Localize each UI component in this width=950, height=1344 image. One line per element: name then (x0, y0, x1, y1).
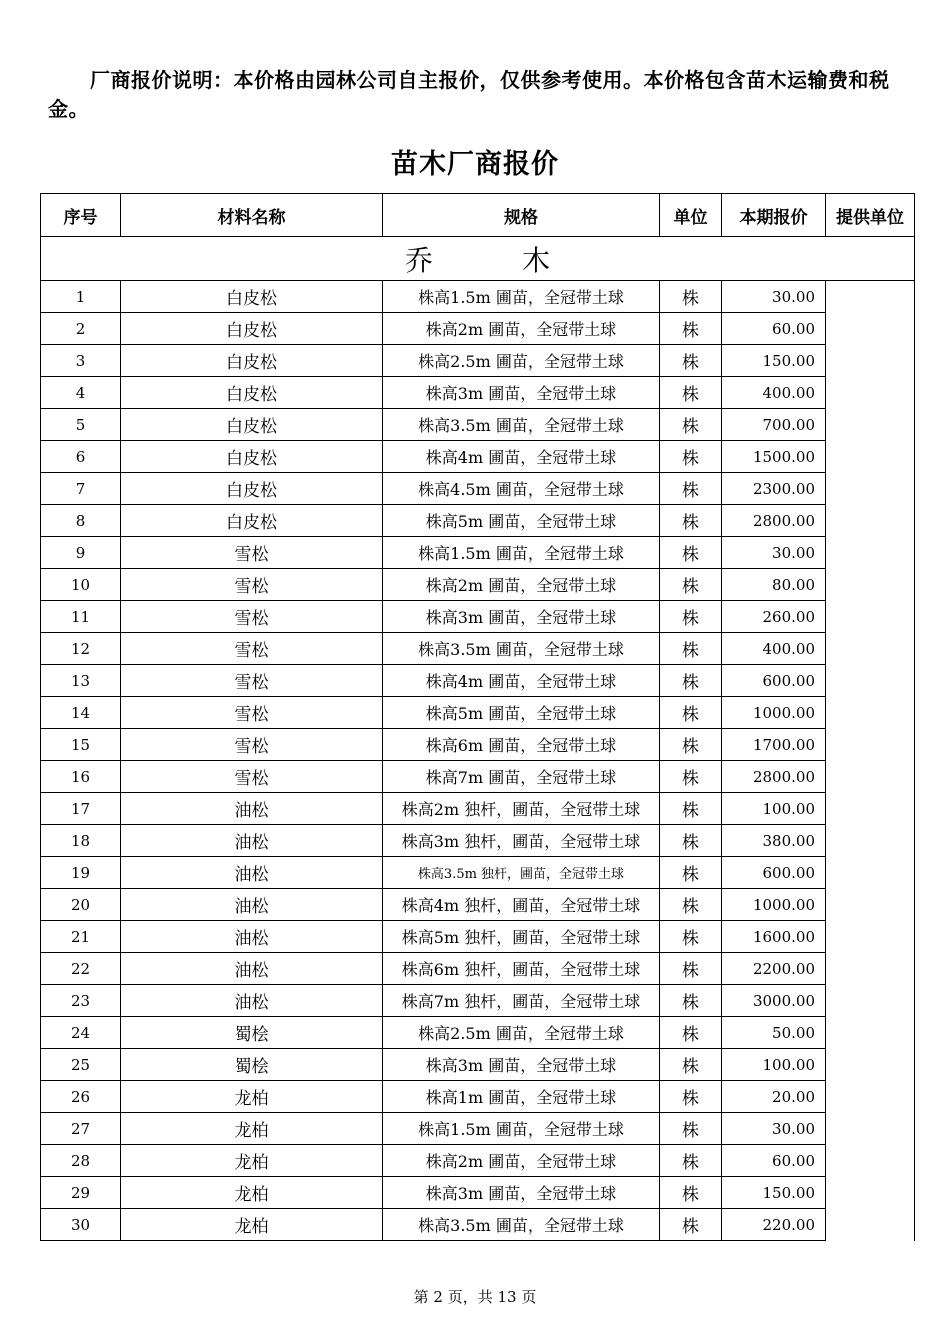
row-price: 50.00 (722, 1017, 826, 1049)
row-name: 雪松 (121, 569, 383, 601)
table-row (41, 409, 915, 441)
row-name: 龙柏 (121, 1081, 383, 1113)
row-seq: 30 (41, 1209, 121, 1241)
table-row (41, 857, 915, 889)
row-name: 白皮松 (121, 473, 383, 505)
table-row (41, 1177, 915, 1209)
row-seq: 4 (41, 377, 121, 409)
row-spec: 株高4.5m 圃苗，全冠带土球 (383, 473, 660, 505)
row-unit: 株 (660, 761, 722, 793)
row-unit: 株 (660, 857, 722, 889)
row-price: 380.00 (722, 825, 826, 857)
row-unit: 株 (660, 793, 722, 825)
row-seq: 25 (41, 1049, 121, 1081)
row-unit: 株 (660, 601, 722, 633)
row-unit: 株 (660, 569, 722, 601)
row-unit: 株 (660, 633, 722, 665)
row-name: 龙柏 (121, 1209, 383, 1241)
row-name: 油松 (121, 857, 383, 889)
row-name: 油松 (121, 953, 383, 985)
table-row (41, 1113, 915, 1145)
row-price: 30.00 (722, 1113, 826, 1145)
row-unit: 株 (660, 825, 722, 857)
row-name: 油松 (121, 921, 383, 953)
table-row (41, 1081, 915, 1113)
table-row (41, 761, 915, 793)
row-seq: 12 (41, 633, 121, 665)
table-row (41, 921, 915, 953)
row-seq: 5 (41, 409, 121, 441)
row-spec: 株高2m 圃苗，全冠带土球 (383, 313, 660, 345)
row-seq: 19 (41, 857, 121, 889)
row-seq: 10 (41, 569, 121, 601)
row-unit: 株 (660, 1177, 722, 1209)
table-row (41, 1017, 915, 1049)
row-name: 雪松 (121, 697, 383, 729)
table-row (41, 313, 915, 345)
row-name: 龙柏 (121, 1113, 383, 1145)
row-spec: 株高4m 独杆，圃苗，全冠带土球 (383, 889, 660, 921)
row-price: 30.00 (722, 281, 826, 313)
row-price: 2200.00 (722, 953, 826, 985)
table-row (41, 1049, 915, 1081)
table-row (41, 601, 915, 633)
row-unit: 株 (660, 281, 722, 313)
row-price: 100.00 (722, 793, 826, 825)
row-unit: 株 (660, 985, 722, 1017)
row-seq: 28 (41, 1145, 121, 1177)
row-price: 260.00 (722, 601, 826, 633)
table-row (41, 985, 915, 1017)
row-spec: 株高7m 独杆，圃苗，全冠带土球 (383, 985, 660, 1017)
table-row (41, 665, 915, 697)
row-seq: 21 (41, 921, 121, 953)
row-name: 雪松 (121, 601, 383, 633)
header-seq: 序号 (41, 194, 121, 237)
row-unit: 株 (660, 505, 722, 537)
row-spec: 株高6m 圃苗，全冠带土球 (383, 729, 660, 761)
row-seq: 8 (41, 505, 121, 537)
row-unit: 株 (660, 377, 722, 409)
row-price: 3000.00 (722, 985, 826, 1017)
price-note: 厂商报价说明：本价格由园林公司自主报价，仅供参考使用。本价格包含苗木运输费和税金。 (48, 68, 890, 121)
table-row (41, 441, 915, 473)
row-price: 60.00 (722, 1145, 826, 1177)
row-unit: 株 (660, 697, 722, 729)
row-seq: 15 (41, 729, 121, 761)
row-unit: 株 (660, 473, 722, 505)
row-seq: 14 (41, 697, 121, 729)
row-price: 700.00 (722, 409, 826, 441)
table-row (41, 1145, 915, 1177)
row-spec: 株高1.5m 圃苗，全冠带土球 (383, 1113, 660, 1145)
row-unit: 株 (660, 313, 722, 345)
row-price: 1000.00 (722, 889, 826, 921)
row-unit: 株 (660, 1081, 722, 1113)
row-name: 白皮松 (121, 345, 383, 377)
row-spec: 株高3m 独杆，圃苗，全冠带土球 (383, 825, 660, 857)
row-spec: 株高5m 圃苗，全冠带土球 (383, 697, 660, 729)
row-price: 1600.00 (722, 921, 826, 953)
row-price: 400.00 (722, 377, 826, 409)
row-spec: 株高3m 圃苗，全冠带土球 (383, 377, 660, 409)
row-price: 1000.00 (722, 697, 826, 729)
row-name: 油松 (121, 793, 383, 825)
row-name: 蜀桧 (121, 1017, 383, 1049)
row-spec: 株高1m 圃苗，全冠带土球 (383, 1081, 660, 1113)
row-seq: 24 (41, 1017, 121, 1049)
row-price: 2800.00 (722, 761, 826, 793)
row-unit: 株 (660, 921, 722, 953)
row-name: 油松 (121, 985, 383, 1017)
row-price: 1700.00 (722, 729, 826, 761)
row-name: 雪松 (121, 761, 383, 793)
row-name: 白皮松 (121, 505, 383, 537)
row-spec: 株高5m 独杆，圃苗，全冠带土球 (383, 921, 660, 953)
row-seq: 13 (41, 665, 121, 697)
row-seq: 17 (41, 793, 121, 825)
row-name: 白皮松 (121, 441, 383, 473)
row-spec: 株高3.5m 独杆，圃苗，全冠带土球 (383, 857, 660, 889)
row-spec: 株高2.5m 圃苗，全冠带土球 (383, 1017, 660, 1049)
table-row (41, 793, 915, 825)
table-row (41, 1209, 915, 1241)
row-seq: 22 (41, 953, 121, 985)
table-row (41, 345, 915, 377)
row-spec: 株高3m 圃苗，全冠带土球 (383, 601, 660, 633)
row-price: 2800.00 (722, 505, 826, 537)
table-row (41, 505, 915, 537)
row-unit: 株 (660, 729, 722, 761)
row-seq: 11 (41, 601, 121, 633)
row-unit: 株 (660, 1017, 722, 1049)
row-unit: 株 (660, 537, 722, 569)
row-price: 30.00 (722, 537, 826, 569)
row-spec: 株高5m 圃苗，全冠带土球 (383, 505, 660, 537)
row-name: 白皮松 (121, 377, 383, 409)
header-unit: 单位 (660, 194, 722, 237)
header-provider: 提供单位 (826, 194, 915, 237)
row-seq: 29 (41, 1177, 121, 1209)
row-provider (826, 281, 915, 1241)
row-unit: 株 (660, 409, 722, 441)
row-seq: 18 (41, 825, 121, 857)
row-name: 龙柏 (121, 1145, 383, 1177)
row-name: 白皮松 (121, 409, 383, 441)
row-name: 雪松 (121, 729, 383, 761)
row-price: 150.00 (722, 1177, 826, 1209)
row-seq: 27 (41, 1113, 121, 1145)
row-seq: 6 (41, 441, 121, 473)
row-price: 20.00 (722, 1081, 826, 1113)
row-spec: 株高2.5m 圃苗，全冠带土球 (383, 345, 660, 377)
row-price: 600.00 (722, 665, 826, 697)
row-seq: 9 (41, 537, 121, 569)
table-row (41, 697, 915, 729)
row-seq: 2 (41, 313, 121, 345)
row-seq: 26 (41, 1081, 121, 1113)
row-name: 油松 (121, 889, 383, 921)
row-unit: 株 (660, 1113, 722, 1145)
row-price: 2300.00 (722, 473, 826, 505)
row-seq: 16 (41, 761, 121, 793)
row-name: 雪松 (121, 537, 383, 569)
row-spec: 株高6m 独杆，圃苗，全冠带土球 (383, 953, 660, 985)
row-name: 龙柏 (121, 1177, 383, 1209)
row-spec: 株高1.5m 圃苗，全冠带土球 (383, 281, 660, 313)
table-row (41, 825, 915, 857)
row-spec: 株高2m 圃苗，全冠带土球 (383, 569, 660, 601)
row-unit: 株 (660, 441, 722, 473)
row-spec: 株高2m 独杆，圃苗，全冠带土球 (383, 793, 660, 825)
header-name: 材料名称 (121, 194, 383, 237)
table-row (41, 473, 915, 505)
table-row (41, 537, 915, 569)
row-unit: 株 (660, 889, 722, 921)
row-name: 油松 (121, 825, 383, 857)
row-unit: 株 (660, 1145, 722, 1177)
header-spec: 规格 (383, 194, 660, 237)
row-spec: 株高3m 圃苗，全冠带土球 (383, 1177, 660, 1209)
section-title: 乔 木 (41, 237, 915, 281)
table-row (41, 281, 915, 313)
table-header-row (41, 194, 915, 237)
table-row (41, 569, 915, 601)
row-name: 白皮松 (121, 281, 383, 313)
row-spec: 株高7m 圃苗，全冠带土球 (383, 761, 660, 793)
table-row (41, 953, 915, 985)
row-unit: 株 (660, 953, 722, 985)
row-unit: 株 (660, 665, 722, 697)
table-row (41, 729, 915, 761)
table-row (41, 377, 915, 409)
section-row (41, 237, 915, 281)
row-spec: 株高2m 圃苗，全冠带土球 (383, 1145, 660, 1177)
row-spec: 株高3.5m 圃苗，全冠带土球 (383, 633, 660, 665)
table-row (41, 889, 915, 921)
row-price: 80.00 (722, 569, 826, 601)
page-title: 苗木厂商报价 (391, 149, 559, 180)
row-seq: 3 (41, 345, 121, 377)
row-name: 雪松 (121, 665, 383, 697)
row-name: 蜀桧 (121, 1049, 383, 1081)
row-name: 雪松 (121, 633, 383, 665)
row-seq: 1 (41, 281, 121, 313)
row-price: 150.00 (722, 345, 826, 377)
row-name: 白皮松 (121, 313, 383, 345)
row-price: 60.00 (722, 313, 826, 345)
row-spec: 株高3.5m 圃苗，全冠带土球 (383, 409, 660, 441)
row-unit: 株 (660, 345, 722, 377)
row-spec: 株高4m 圃苗，全冠带土球 (383, 665, 660, 697)
row-seq: 7 (41, 473, 121, 505)
table-row (41, 633, 915, 665)
row-price: 600.00 (722, 857, 826, 889)
row-spec: 株高3m 圃苗，全冠带土球 (383, 1049, 660, 1081)
row-spec: 株高3.5m 圃苗，全冠带土球 (383, 1209, 660, 1241)
row-seq: 23 (41, 985, 121, 1017)
row-seq: 20 (41, 889, 121, 921)
row-price: 220.00 (722, 1209, 826, 1241)
row-price: 1500.00 (722, 441, 826, 473)
row-price: 400.00 (722, 633, 826, 665)
row-unit: 株 (660, 1049, 722, 1081)
row-price: 100.00 (722, 1049, 826, 1081)
price-table (40, 193, 915, 1241)
row-spec: 株高1.5m 圃苗，全冠带土球 (383, 537, 660, 569)
row-spec: 株高4m 圃苗，全冠带土球 (383, 441, 660, 473)
page-footer: 第 2 页，共 13 页 (413, 1288, 537, 1306)
header-price: 本期报价 (722, 194, 826, 237)
row-unit: 株 (660, 1209, 722, 1241)
